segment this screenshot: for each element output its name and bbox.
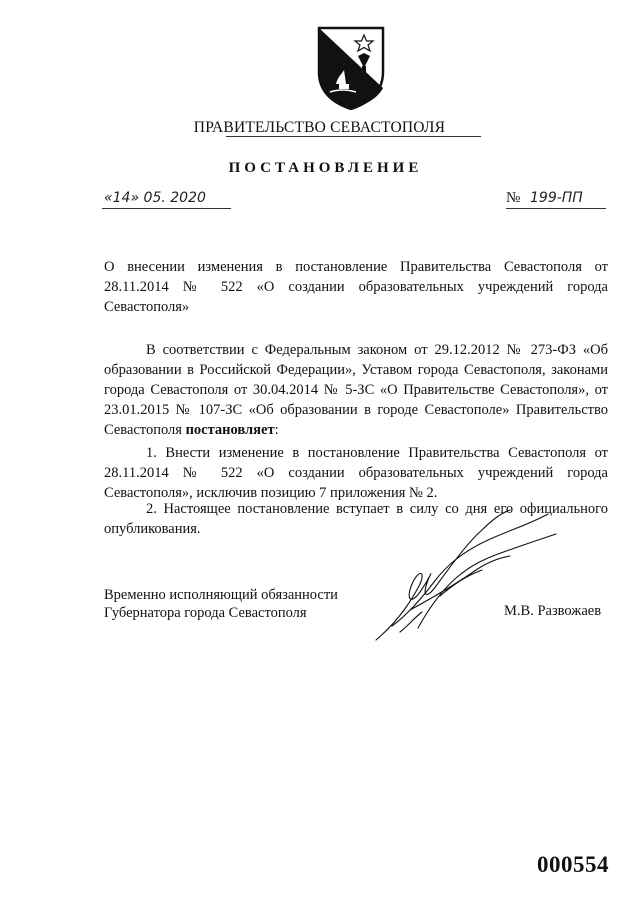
- document-subject: О внесении изменения в постановление Правительства Севастополя от 28.11.2014 № 522 «О создании образовательных учреждений города Севастополя»: [104, 259, 608, 315]
- resolution-item-2: 2. Настоящее постановление вступает в силу со дня его официального опубликования.: [104, 501, 608, 537]
- preamble-text: В соответствии с Федеральным законом от 29.12.2012 № 273-ФЗ «Об образовании в Российской Федерации», Уставом города Севастополя, законами города Севастополя от 30.04.2014 № 5-ЗС «О Правительстве Севастополя», от 23.01.2015 № 107-ЗС «Об образовании в городе Севастополе» Правительство Севастополя: [104, 342, 608, 438]
- department-title: ПРАВИТЕЛЬСТВО СЕВАСТОПОЛЯ: [193, 119, 446, 136]
- document-type-title: ПОСТАНОВЛЕНИЕ: [228, 160, 423, 176]
- serial-number: 000554: [537, 852, 609, 877]
- signatory-title-line-2: Губернатора города Севастополя: [104, 605, 307, 621]
- signatory-title-line-1: Временно исполняющий обязанности: [104, 587, 338, 603]
- sevastopol-coat-of-arms-icon: [316, 26, 386, 110]
- department-underline: [226, 136, 481, 137]
- document-date: «14» 05. 2020: [104, 190, 206, 206]
- decision-word: постановляет: [185, 422, 275, 438]
- document-number: 199-ПП: [530, 190, 583, 206]
- decision-suffix: :: [274, 422, 279, 438]
- preamble-paragraph: [104, 340, 608, 440]
- number-sign: №: [506, 190, 521, 206]
- signatory-name: М.В. Развожаев: [504, 603, 602, 619]
- resolution-item-1: 1. Внести изменение в постановление Правительства Севастополя от 28.11.2014 № 522 «О создании образовательных учреждений города Севастополя», исключив позицию 7 приложения № 2.: [104, 445, 608, 501]
- handwritten-signature-icon: [370, 500, 560, 650]
- signatory-title: [104, 586, 338, 622]
